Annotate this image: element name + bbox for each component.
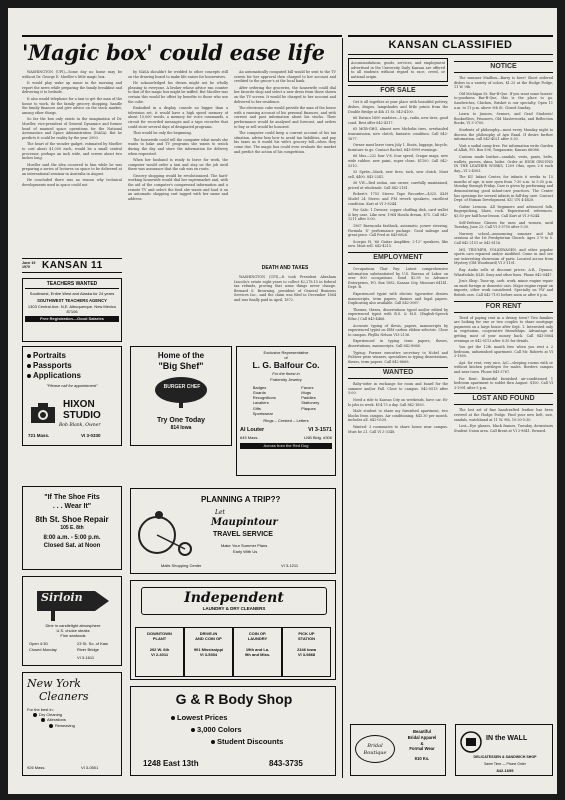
- laundry-location: PICK UP STATION 2346 Iowa VI 3-9868: [282, 627, 331, 677]
- sirloin-loc1: 23 St. So. of Kaw: [77, 641, 108, 646]
- teachers-address: 1303 Central Ave. N.E. Albuquerque, New Mexico 87106: [27, 303, 117, 314]
- death-taxes-story: [234, 262, 336, 342]
- travel-tag1: Make Your Summer Plans: [221, 543, 268, 548]
- article-paragraph: The housewife could tell the computer what meals she wants to bake and TV programs she wants to watch during the day and store the information for delivery when requested.: [128, 137, 228, 156]
- bullet-icon: [211, 740, 215, 744]
- balfour-title: Exclusive Representative: [263, 350, 309, 355]
- classified-ad: Custom made leather—sandals, vests, pants, belts, wallets, purses, skins, hides. Order at HIGH GROUND IN THE LEATHER WORKS, 1209 Ohio, open 2-6 each day—VI 2-4003.: [454, 154, 553, 173]
- classified-ad: For Rent: Beautiful furnished air-conditioned 1 bedroom apartment to sublet thru August. $100. Call VI 3-1991 after 5 p.m.: [454, 376, 553, 390]
- classified-ad: For Sale: 1 Dresser, copper chaffing dish, card wallet & key case. Like new, 1964 Honda dream, $75. Call 842-1211 after 5:00.: [348, 208, 448, 222]
- balfour-item: Guards: [252, 390, 266, 396]
- balfour-item: Plaques: [301, 405, 316, 411]
- classified-ad: Old Michigan St. Bar-B-Que. If you want some honest-to-goodness Bar-B-Que, this is the place to go. Sandwiches, Chicken, Brisket is our specialty. Open 11 a.m. to 11 p.m. above 9th St. Closed Sunday.: [454, 91, 553, 110]
- balfour-item: Mugs: [301, 390, 312, 396]
- article-paragraph: So far the box only exists in the imagination of Dr. Mueller, vice-president of General Dynamics and former head of manned space operations for the National Aeronautics and Space Administration (NASA). But he predicts it could be reality by the year 2000.: [22, 117, 122, 140]
- classified-ad: Wanted: 3 roommates to share house near campus. Must be 21. Call VI 3-3348.: [348, 425, 448, 434]
- laundry-location: COIN OP. LAUNDRY 19th and La. 9th and Miss.: [233, 627, 282, 677]
- classified-ad: Themes, theses, dissertations typed and/or edited by experienced typist with B.S. & M.S. (English-Speech Educ.) Call 843-4466.: [348, 307, 448, 321]
- wall-in: IN the WALL: [486, 735, 528, 742]
- classified-ad: The KU Infant Center, for infants 6 weeks to 15 months of age, is now open from 7:30 a.m. to 5:30 p.m. Monday through Friday. Care is given by performing and demonstrating good infant-care practices. The Center has openings for several infants in full-day care. Contact Dept. of Human Development, KU, UN 4-4826.: [454, 175, 553, 203]
- article-paragraph: It also would telephone for a taxi to get the man of the house to work, do the family grocery shopping, handle the family finances and give advice on the stock market, among other things.: [22, 96, 122, 115]
- classified-ad: 1967 Barracuda fastback, automatic, power steering, Formula 'S' performance package. Good mileage and great price. Call Fred at 843-6826.: [348, 224, 448, 238]
- column-divider: [342, 38, 343, 778]
- sirloin-phone: VI 3-1611: [77, 655, 95, 660]
- sirloin-line2: U.S. choice steaks: [56, 628, 90, 633]
- bridal-text: Beautiful Bridal Apparel & Formal Wear 910 Ks.: [407, 729, 437, 762]
- classified-column-2: [454, 58, 553, 718]
- dateline-date: June 19 1970: [22, 261, 36, 270]
- classified-ad: Owner must leave town July 1. Boots, luggage, bicycle, furniture to go. Contact Rachel, 843-8999 evenings.: [348, 143, 448, 152]
- balfour-bottom: Rings – Crested – Letters: [263, 418, 309, 424]
- classified-ad: Baby-sitter in exchange for room and board for the summer and/or Fall. Close to campus. 842-0513 after 5:00.: [348, 382, 448, 396]
- travel-name2: TRAVEL SERVICE: [213, 531, 273, 538]
- classified-ad: Typing: Former executive secretary to Nobel and Pulitzer prize winners, specializes in typing dissertations, theses, term papers. Call 842-8668.: [348, 350, 448, 364]
- classified-ad: Occupations That Pay: Latest comprehensive information substantiated by U.S. Bureau of Labor on over 800 occupations. Send $2.95 to Advance Enterprises, P.O. Box 1882, Kansas City, Missouri 64141. Dept. B.: [348, 267, 448, 290]
- wall-logo-icon: [460, 731, 482, 753]
- sirloin-loc2: River Bridge: [77, 647, 100, 652]
- classified-ad: The summer Mailbox—Barry is here! Short ordered dishes in a variety of colors, $1.25 at the Hodge Podge, 11 W. 9th.: [454, 76, 553, 90]
- bullet-icon: [171, 716, 175, 720]
- classified-ad: Visit a sudial camp free. For information write Garden of Allah, P.O. Box 596, Tonganoxie, Kansas 66086.: [454, 143, 553, 153]
- sirloin-open: Open 4:30: [29, 641, 48, 646]
- travel-phone: VI 3-1211: [281, 563, 299, 568]
- classified-ad: Apt. for rent, very nice, A/C—sleeping rooms with or without kitchen privileges for males. Borders campus and near town. Phone 843-3767.: [454, 360, 553, 375]
- section-for-rent: FOR RENT: [454, 301, 553, 313]
- classified-rule-bottom: [348, 54, 553, 55]
- shoe-line4: 105 E. 8th: [60, 525, 84, 531]
- article-paragraph: The electronic cube would provide the man of the house with a running account of his personal finances, and with current and past information about his stocks. Their performance would be analyzed and forecast, and orders to buy or sell would be honored.: [234, 106, 336, 129]
- classified-ad: Experienced in typing term papers, theses, dissertations, manuscripts. Call 842-8668.: [348, 339, 448, 348]
- sirloin-line3: Fine seafoods: [60, 633, 86, 638]
- balfour-ad: [236, 346, 336, 476]
- balfour-item: Paddles: [301, 395, 316, 401]
- shoe-line5: 8:00 a.m. - 5:00 p.m.: [43, 535, 101, 541]
- article-paragraph: It would play wake up music in the morning and report the news while preparing the family breakfast and delivering it to bedside.: [22, 81, 122, 95]
- newspaper-page: [8, 8, 557, 794]
- burger-chef-ad: [130, 346, 232, 446]
- shoe-line3: 8th St. Shoe Repair: [35, 515, 109, 524]
- classified-ad: The lost art of fine handcrafted leather has been revived at the Hodge Podge. Find your new belt, suit, sandals, watchband at 11 W. 9th, 10:30-5:30.: [454, 408, 553, 422]
- classified-column-1: [348, 58, 448, 778]
- dateline-rule-bottom: [22, 272, 122, 273]
- balfour-of: of: [284, 355, 288, 361]
- camera-icon: [29, 401, 57, 427]
- shoe-line2: . . . Wear It": [52, 503, 92, 510]
- classified-ad: Ray Audio sells at discount prices: A.R., Dynaco, Wharfedale, KLH, Sony and other lines. Phone 842-0447.: [454, 267, 553, 277]
- body-shop-item: 3,000 Colors: [191, 725, 242, 735]
- balfour-item: Badges: [252, 384, 267, 390]
- ny-best: For the best in:: [27, 707, 54, 712]
- bridal-logo: Bridal Boutique: [355, 735, 395, 763]
- classified-ad: Need a ride to Kansas City on weekends, have car. Hi-lo jobs in week. $14.75 a day. Call 842-1693.: [348, 398, 448, 407]
- balfour-item: Sportswear: [252, 410, 273, 416]
- teachers-agency: SOUTHWEST TEACHERS AGENCY: [37, 298, 107, 304]
- hixon-studio-ad: [22, 346, 122, 446]
- classified-ad: Get it all together at your place with beautiful pottery, dishes, drapes, lampshades and little prints from the Double Bridge at 4th 31 St. 843-4100.: [348, 100, 448, 114]
- ny-item: Alterations: [41, 717, 117, 722]
- burger-chef-sign-icon: [151, 374, 211, 408]
- article-column-2: [128, 70, 228, 340]
- body-shop-name: G & R Body Shop: [175, 691, 293, 707]
- bullet-icon: [27, 374, 31, 378]
- body-shop-item: Student Discounts: [211, 737, 283, 747]
- article-paragraph: Mueller said the idea occurred to him while he was preparing a series of lectures on space to be delivered at an international seminar in Australia in August.: [22, 162, 122, 176]
- travel-service-ad: [130, 488, 336, 574]
- bullet-icon: [41, 718, 45, 722]
- classified-ad: Experienced typist with electric typewriter desires manuscripts, term papers, themes and legal papers. Duplicating also available. Call 842-3067.: [348, 291, 448, 306]
- independent-subtitle: LAUNDRY & DRY CLEANERS: [202, 606, 266, 611]
- wall-phone: 842-1695: [496, 768, 514, 773]
- section-notice: NOTICE: [454, 61, 553, 73]
- hixon-item: Applications: [27, 371, 117, 381]
- shef-line2: "Big Shef": [158, 361, 204, 371]
- section-for-sale: FOR SALE: [348, 85, 448, 97]
- in-the-wall-ad: [455, 724, 553, 776]
- article-paragraph: He concluded there was no reason why technical developments used in space could not: [22, 178, 122, 188]
- sirloin-line1: Dine in candlelight atmosphere: [45, 623, 101, 628]
- classified-ad: 66 Datsun 1600 roadster—5 sp., radio, new tires, good cond. Best offer 842-4317.: [348, 116, 448, 125]
- top-rule: [22, 35, 342, 37]
- hixon-name2: STUDIO: [63, 410, 101, 421]
- dateline-rule: [22, 258, 122, 259]
- hixon-item: Portraits: [27, 351, 117, 361]
- classified-header: KANSAN CLASSIFIED: [388, 39, 513, 51]
- headline: 'Magic box' could ease life: [22, 40, 325, 65]
- hixon-phone: VI 3-0330: [81, 433, 101, 438]
- classified-ad: Accurate typing of thesis, papers, manuscripts by experienced typist on IBM carbon ribbon selectric. Close to campus. Phyllis Nelson VI3-2136.: [348, 323, 448, 337]
- classified-ad: MG, TRIUMPH, VOLKSWAGEN, and other popular sports cars repaired and/or modified. Come in and see our interesting showroom of parts. Located across from Mystery (Old Woodward) VI 3-1101.: [454, 247, 553, 266]
- hixon-quote: "Please call for appointment": [46, 383, 98, 388]
- article-column-1: [22, 70, 122, 256]
- balfour-item: Gifts: [252, 405, 261, 411]
- balfour-item: Stationery: [301, 400, 320, 406]
- hixon-name1: HIXON: [63, 399, 95, 410]
- penny-farthing-bicycle-icon: [135, 507, 195, 557]
- balfour-item: Favors: [301, 384, 314, 390]
- balfour-tag1: For the finest in: [272, 371, 300, 377]
- bullet-icon: [191, 728, 195, 732]
- classified-rule: [348, 35, 553, 37]
- classified-ad: Guitar Lessons. All beginners and advanced folk, fingerpicking, blues, rock. Experienced, references. $3.50 per half hour lesson. Call Kurt at VI 3-8244.: [454, 204, 553, 219]
- hixon-item: Passports: [27, 361, 117, 371]
- balfour-item: Recognitions: [252, 395, 276, 401]
- independent-laundry-ad: [130, 580, 336, 680]
- hixon-street: 721 Mass.: [28, 433, 50, 438]
- section-employment: EMPLOYMENT: [348, 252, 448, 264]
- ny-name1: New York: [27, 677, 81, 690]
- classified-ad: Tired of paying rent in a dreary town? Two families are looking for one or two couples to share mortgage payments on a large house after Sept. 1. Interested only in vegetarian, cooperative friendships. Advantage of getting most of your money back. Call 843-5864 evenings or 842-0113 after 6:30 for details.: [454, 315, 553, 343]
- bullet-icon: [33, 713, 37, 717]
- balfour-agent: Al Louter: [240, 427, 265, 434]
- classified-ad: Jim's Shop: Tune-up, carb. work, minor engine repair on most foreign or domestic cars. Major engine repair on imports; other work considered. Specialty on VW and British cars. Call 842-7191 before noon or after 6 p.m.: [454, 279, 553, 297]
- classified-ad: Learn to Juniors, Seniors, and Grad Students! Booksellers; Prisoners, Old Masterworks, and Reflection Books, VI 3-3700.: [454, 112, 553, 126]
- article-paragraph: WASHINGTON (UPI)—Some day no home may be without Dr. George E. Mueller's little magic box.: [22, 70, 122, 79]
- laundry-location: DOWNTOWN PLANT 202 W. 6th VI 2-4011: [135, 627, 184, 677]
- balfour-item: Lavaliers: [252, 400, 269, 406]
- classified-ad: Robert's 1753 Stereo Tape Recorder—$325. KLH Model 24 Stereo and FM reverb speakers, excellent condition. Kurt at VI 3-8244.: [348, 192, 448, 206]
- ny-street: 926 Mass.: [27, 765, 46, 770]
- classified-ad: Students of philosophy—most every Monday night to discuss the philosophy of Ayn Rand. If desire further information, call 842-4021 after 5:30.: [454, 127, 553, 142]
- article-paragraph: The computer could keep a current account of his tax situation, advise him how to avoid tax liabilities, and pay his taxes as it would his wife's grocery bill—when they come due. The magic box could even evaluate the market and predict the action of his competition.: [234, 131, 336, 154]
- body-shop-addr: 1248 East 13th: [143, 759, 199, 768]
- hixon-owner: Bob Blank, Owner: [59, 423, 101, 428]
- balfour-note: Across from the Red Dog: [240, 443, 332, 448]
- article-paragraph: After ordering the groceries, the housewife could dial her favorite shop and select a new dress from those shown on the TV screen. It would be charged to her account and delivered to her residence.: [234, 85, 336, 104]
- classified-ad: Lost—Eye glasses, black frames, Tuesday, downstairs Student Union area. Call Brent at VI 3-9841. Reward.: [454, 424, 553, 433]
- body-shop-phone: 843-3735: [269, 759, 303, 768]
- section-wanted: WANTED: [348, 367, 448, 379]
- bullet-icon: [27, 354, 31, 358]
- shef-addr: 814 Iowa: [170, 425, 192, 431]
- article-paragraph: The heart of the wonder gadget, estimated by Mueller to cost about $1,000 each, would be a small central processor, perhaps an inch wide, and screen about two inches long.: [22, 142, 122, 161]
- balfour-tag2: Fraternity Jewelry: [270, 376, 302, 382]
- shoe-repair-ad: [22, 486, 122, 570]
- shoe-line1: "If The Shoe Fits: [44, 494, 100, 501]
- shoe-line6: Closed Sat. at Noon: [43, 543, 101, 549]
- travel-name1: Maupintour: [211, 517, 278, 528]
- travel-mall: Malls Shopping Center: [161, 563, 202, 568]
- death-taxes-body: WASHINGTON (UPI)—It took President Abraham Lincoln's estate eight years to collect $2,278.15 in federal tax refunds, proving that some things never change. Bernard S. Browning, president of General Business Services Inc., said the claim was filed in December 1864 and was finally paid in April, 1872.: [234, 275, 336, 302]
- balfour-phone: VI 3-1571: [308, 427, 332, 434]
- balfour-addr-left: 645 Mass.: [240, 435, 259, 441]
- body-shop-ad: [130, 686, 336, 776]
- article-paragraph: That would be only the beginning.: [133, 131, 192, 136]
- section-lost-found: LOST AND FOUND: [454, 393, 553, 405]
- classified-ad: 55 Sprite—black, new tires, tach, new clutch. Must sell, $400. 843-2341.: [348, 170, 448, 179]
- travel-title: PLANNING A TRIP??: [201, 495, 281, 504]
- ny-name2: Cleaners: [39, 690, 89, 703]
- ny-cleaners-ad: [22, 672, 122, 776]
- balfour-name: L. G. Balfour Co.: [252, 360, 320, 371]
- travel-tag2: Early With Us: [233, 549, 258, 554]
- ny-phone: VI 3-0501: [81, 765, 99, 770]
- sirloin-hours: Closed Monday: [29, 647, 57, 652]
- travel-let: Let: [215, 509, 225, 516]
- classified-ad: Nursery school—announcing summer and fall sessions at the 1st Presbyterian Church. Ages 3 ½ to 5. Call 842-2151 or 842-8116.: [454, 231, 553, 245]
- classified-ad: 65 MGB-GHG, almost new Michelin tires, overhauled transmission, new clutch, fantastic condition. Call 842-1677.: [348, 127, 448, 141]
- classified-ad: You get the 12th month free when you rent a 2 bedroom, unfurnished apartment. Call Mr. Roberts at VI 3-1800.: [454, 345, 553, 359]
- article-paragraph: An automatically computed bill would be sent to the TV screen for her approval then charged to her account and credited to the grocer's at the local bank.: [234, 70, 336, 84]
- teachers-title: TEACHERS WANTED: [25, 281, 119, 289]
- classified-ad: Male student to share my furnished apartment, two blocks from campus. Air conditioning. $43.30 per month, includes all. 842-0539.: [348, 409, 448, 423]
- dateline-page: KANSAN 11: [42, 260, 103, 271]
- teachers-sub: Southwest, Entire West and Alaska for 24 years: [29, 291, 115, 296]
- balfour-addr-right: LNB Bldg. #306: [303, 435, 332, 441]
- classified-ad: 56 VW—Red sedan, one owner, carefully maintained, priced at wholesale. Call 842-2181.: [348, 181, 448, 190]
- classified-ad: Scorpio H, '66 Guitar Amplifier, 2-12" speakers, like new. Must sell. 842-4215.: [348, 239, 448, 249]
- article-paragraph: Embodied in a display console no bigger than a television set, it would have a high speed memory of about 10,000 words, a memory for voice commands, a circuit for recorded messages and a tape recorder that could store several days of designated programs.: [128, 106, 228, 129]
- ny-item: Reweaving: [49, 723, 117, 728]
- body-shop-item: Lowest Prices: [171, 713, 227, 723]
- article-paragraph: When her husband is ready to leave for work, the computer would order a taxi and stay on the job until there was assurance that the cab was en route.: [128, 158, 228, 172]
- teachers-wanted-ad: [22, 278, 122, 342]
- bridal-ad: [350, 724, 446, 776]
- bullet-icon: [49, 724, 53, 728]
- article-paragraph: He acknowledged his dream might not be wholly pleasing to everyone. A broker whose advice ran counter to that of the magic box might be miffed. But Mueller was certain this would be offset by benefits to those who use the cube.: [128, 81, 228, 104]
- article-paragraph: by NASA shouldn't be wedded to other concepts still on the drawing board to make life easier for housewives.: [128, 70, 228, 79]
- bullet-icon: [27, 364, 31, 368]
- classified-intro: Accommodations, goods, services, and employment advertised in the University Daily Kansan are offered to all students without regard to race, creed, or national origin.: [348, 58, 448, 82]
- article-column-3: [234, 70, 336, 258]
- independent-title: Independent: [141, 587, 327, 615]
- sirloin-name: Sirloin: [41, 591, 83, 604]
- article-paragraph: Grocery shopping would be revolutionized. The hard-working housewife would dial her supermarket and, with the aid of the computer's compressed information and a remote TV unit select the food she wants and load it on an automatic shopping cart tagged with her name and address.: [128, 173, 228, 201]
- sirloin-ad: [22, 576, 122, 666]
- classified-ad: Self-Defense Classes for men and women, until Tuesday, June 23. Call VI 3-3700 after 5:30.: [454, 220, 553, 230]
- ny-item: Dry Cleaning: [33, 712, 117, 717]
- death-taxes-title: DEATH AND TAXES: [261, 265, 309, 271]
- laundry-location: DRIVE-IN AND COIN OP 901 Mississippi VI 3-5304: [184, 627, 233, 677]
- shef-try: Try One Today: [156, 417, 206, 424]
- teachers-note: Free Registration—Good Salaries: [25, 316, 119, 322]
- wall-sub: DELICATESSEN & SANDWICH SHOP: [473, 755, 537, 759]
- shef-line1: Home of the: [157, 351, 205, 360]
- classified-ad: 66 Mus—232 four V-8, four speed, Cragar mags, new wide rubber, new paint, super clean. $1100. Call 842-5310.: [348, 154, 448, 168]
- wall-hours: Same Time — Phone Order: [484, 762, 526, 766]
- shef-sign: BURGER CHEF: [163, 384, 201, 390]
